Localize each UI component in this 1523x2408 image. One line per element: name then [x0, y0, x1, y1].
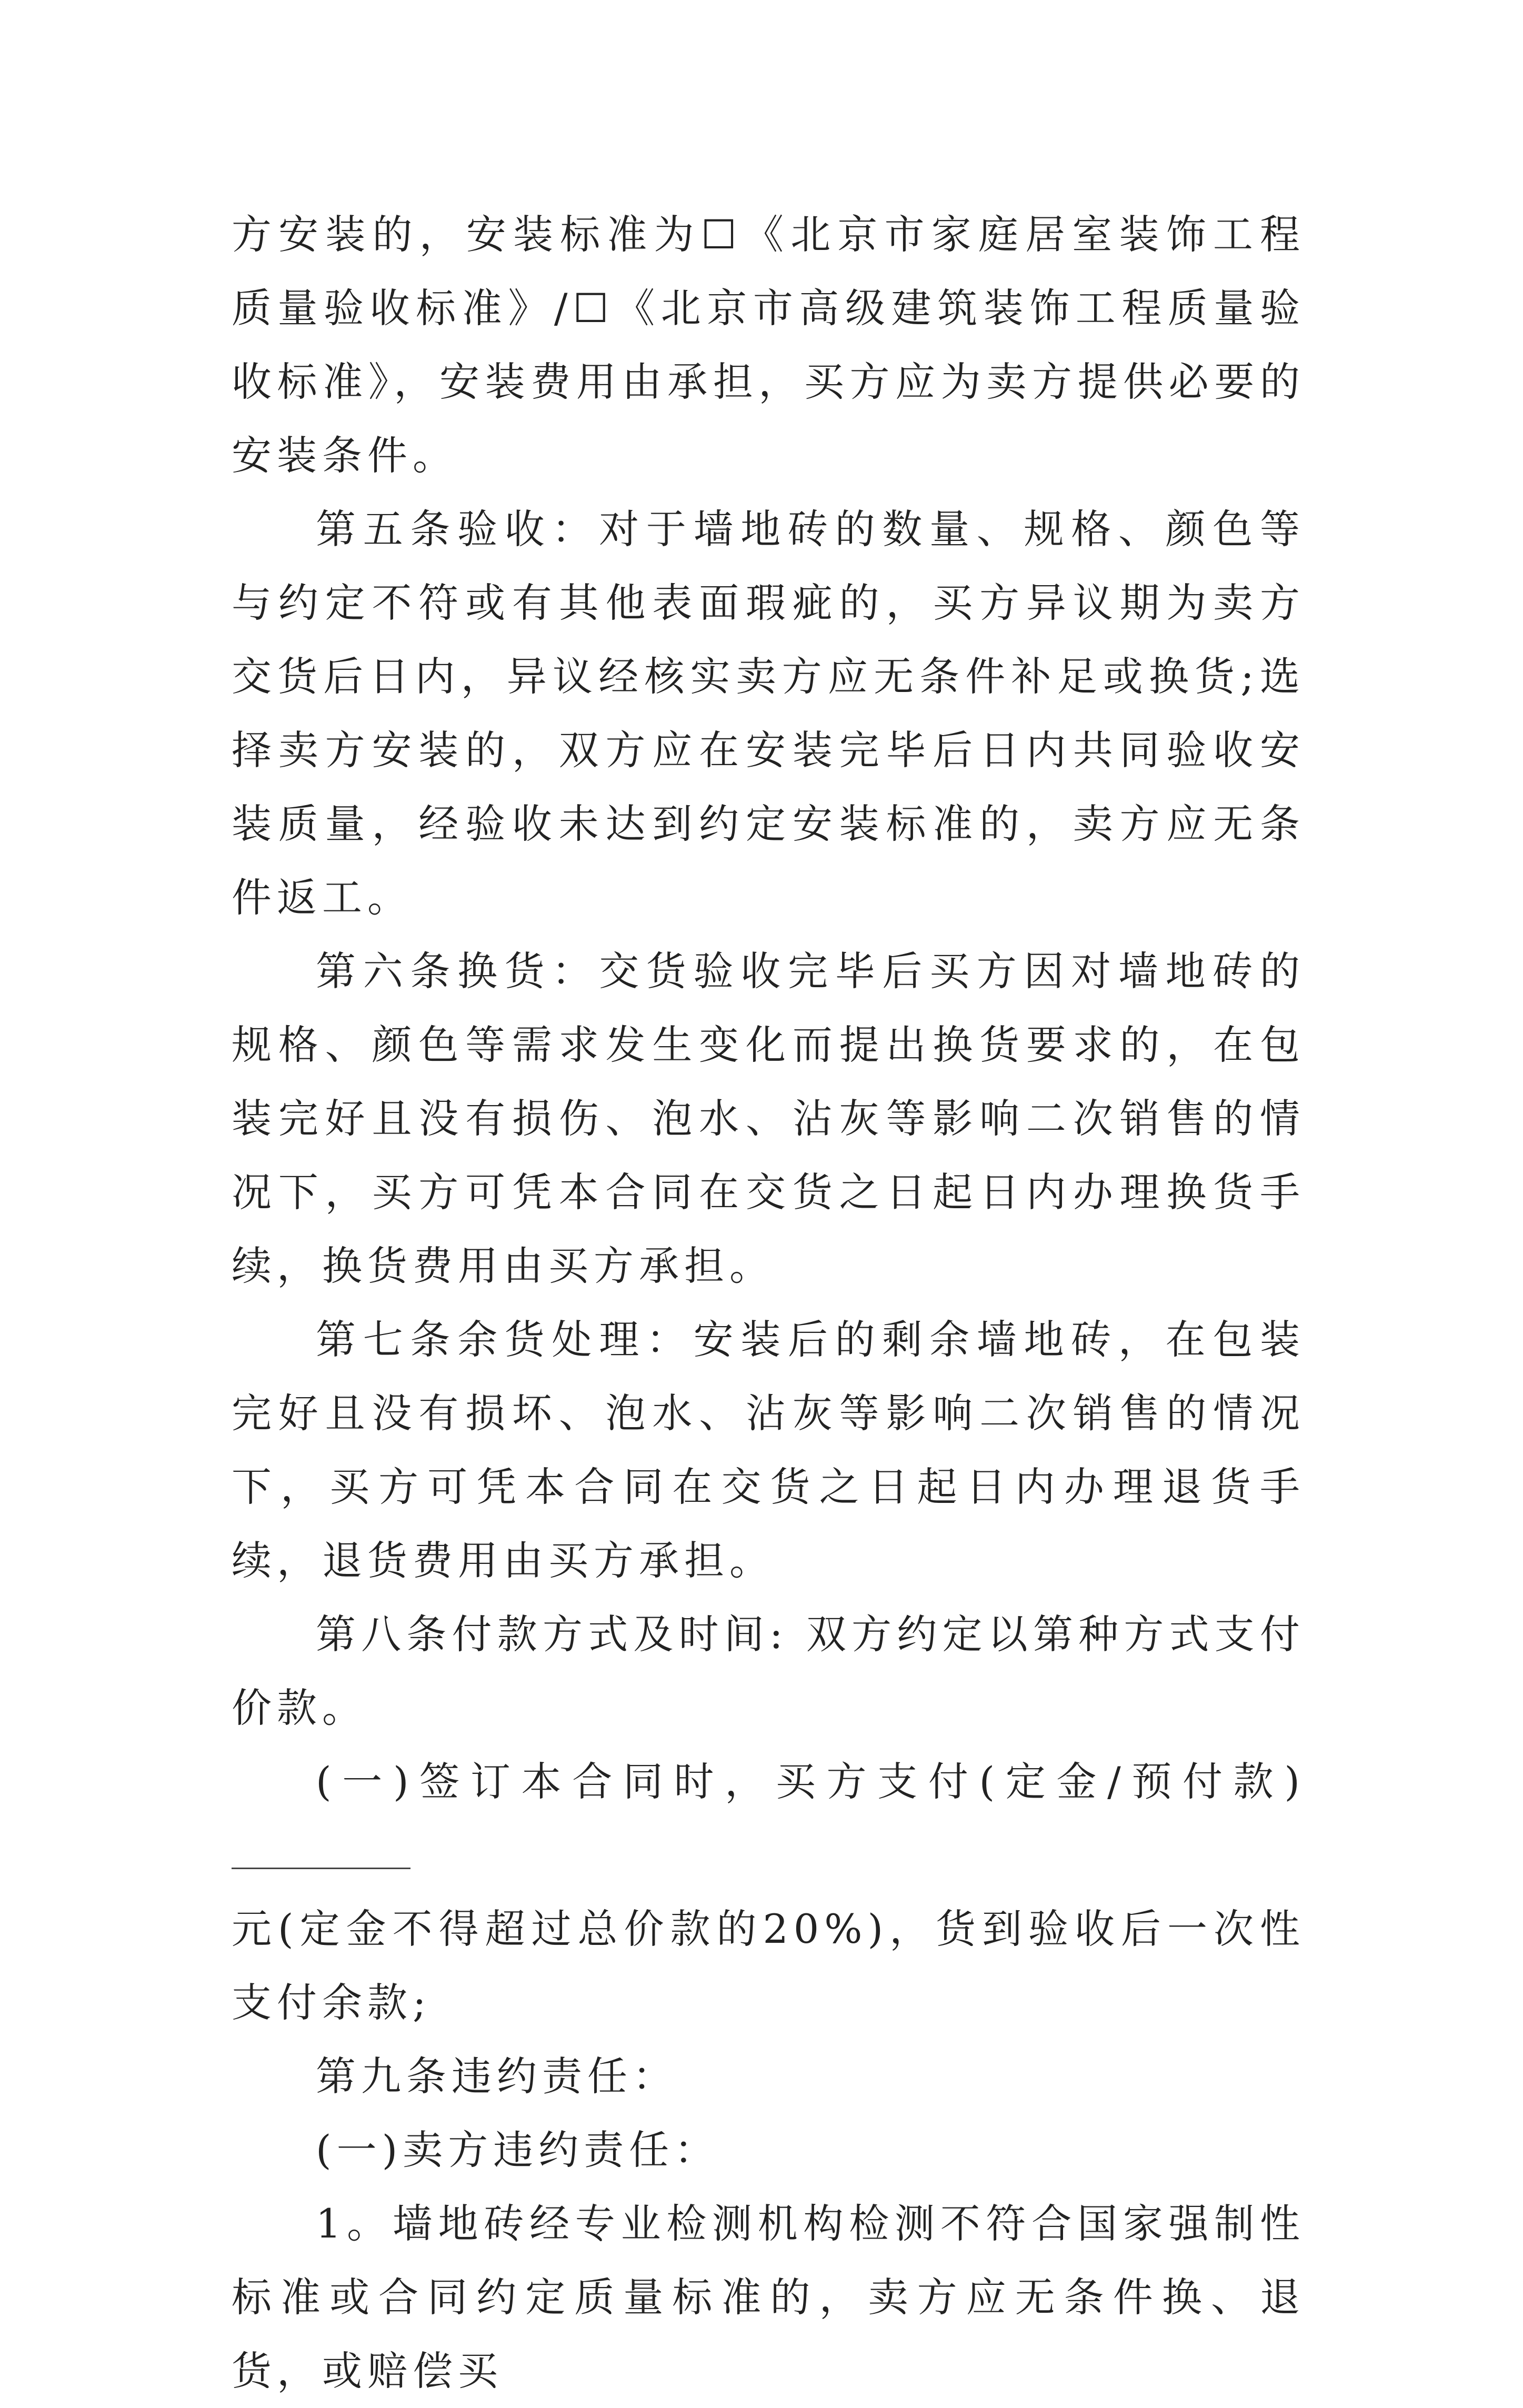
paragraph-installation-standard: 方安装的，安装标准为☐《北京市家庭居室装饰工程质量验收标准》/☐《北京市高级建筑装饰工程质量验收标准》，安装费用由承担，买方应为卖方提供必要的安装条件。 — [232, 211, 1305, 479]
paragraph-seller-liability-item-1: 1。墙地砖经专业检测机构检测不符合国家强制性标准或合同约定质量标准的，卖方应无条件换、退货，或赔偿买 — [232, 2200, 1305, 2394]
paragraph-article-8-payment: 第八条付款方式及时间: 双方约定以第种方式支付价款。 — [232, 1611, 1305, 1731]
paragraph-payment-item-1 — [232, 1745, 1305, 1892]
contract-text-body — [232, 198, 1305, 2408]
paragraph-article-6-exchange: 第六条换货：交货验收完毕后买方因对墙地砖的规格、颜色等需求发生变化而提出换货要求的，在包装完好且没有损伤、泡水、沾灰等影响二次销售的情况下，买方可凭本合同在交货之日起日内办理换货手续，换货费用由买方承担。 — [232, 948, 1305, 1289]
payment-item-1-text: (一)签订本合同时，买方支付(定金/预付款) — [316, 1758, 1305, 1805]
paragraph-seller-liability: (一)卖方违约责任： — [316, 2126, 720, 2173]
paragraph-article-5-acceptance: 第五条验收：对于墙地砖的数量、规格、颜色等与约定不符或有其他表面瑕疵的，买方异议期为卖方交货后日内，异议经核实卖方应无条件补足或换货;选择卖方安装的，双方应在安装完毕后日内共同验收安装质量，经验收未达到约定安装标准的，卖方应无条件返工。 — [232, 506, 1305, 921]
paragraph-article-9-liability: 第九条违约责任： — [316, 2053, 678, 2100]
paragraph-article-7-surplus: 第七条余货处理：安装后的剩余墙地砖，在包装完好且没有损坏、泡水、沾灰等影响二次销售的情况下，买方可凭本合同在交货之日起日内办理退货手续，退货费用由买方承担。 — [232, 1316, 1305, 1584]
paragraph-payment-item-1-continued: 元(定金不得超过总价款的20%)，货到验收后一次性支付余款; — [232, 1905, 1305, 2026]
deposit-amount-blank — [232, 1831, 410, 1869]
